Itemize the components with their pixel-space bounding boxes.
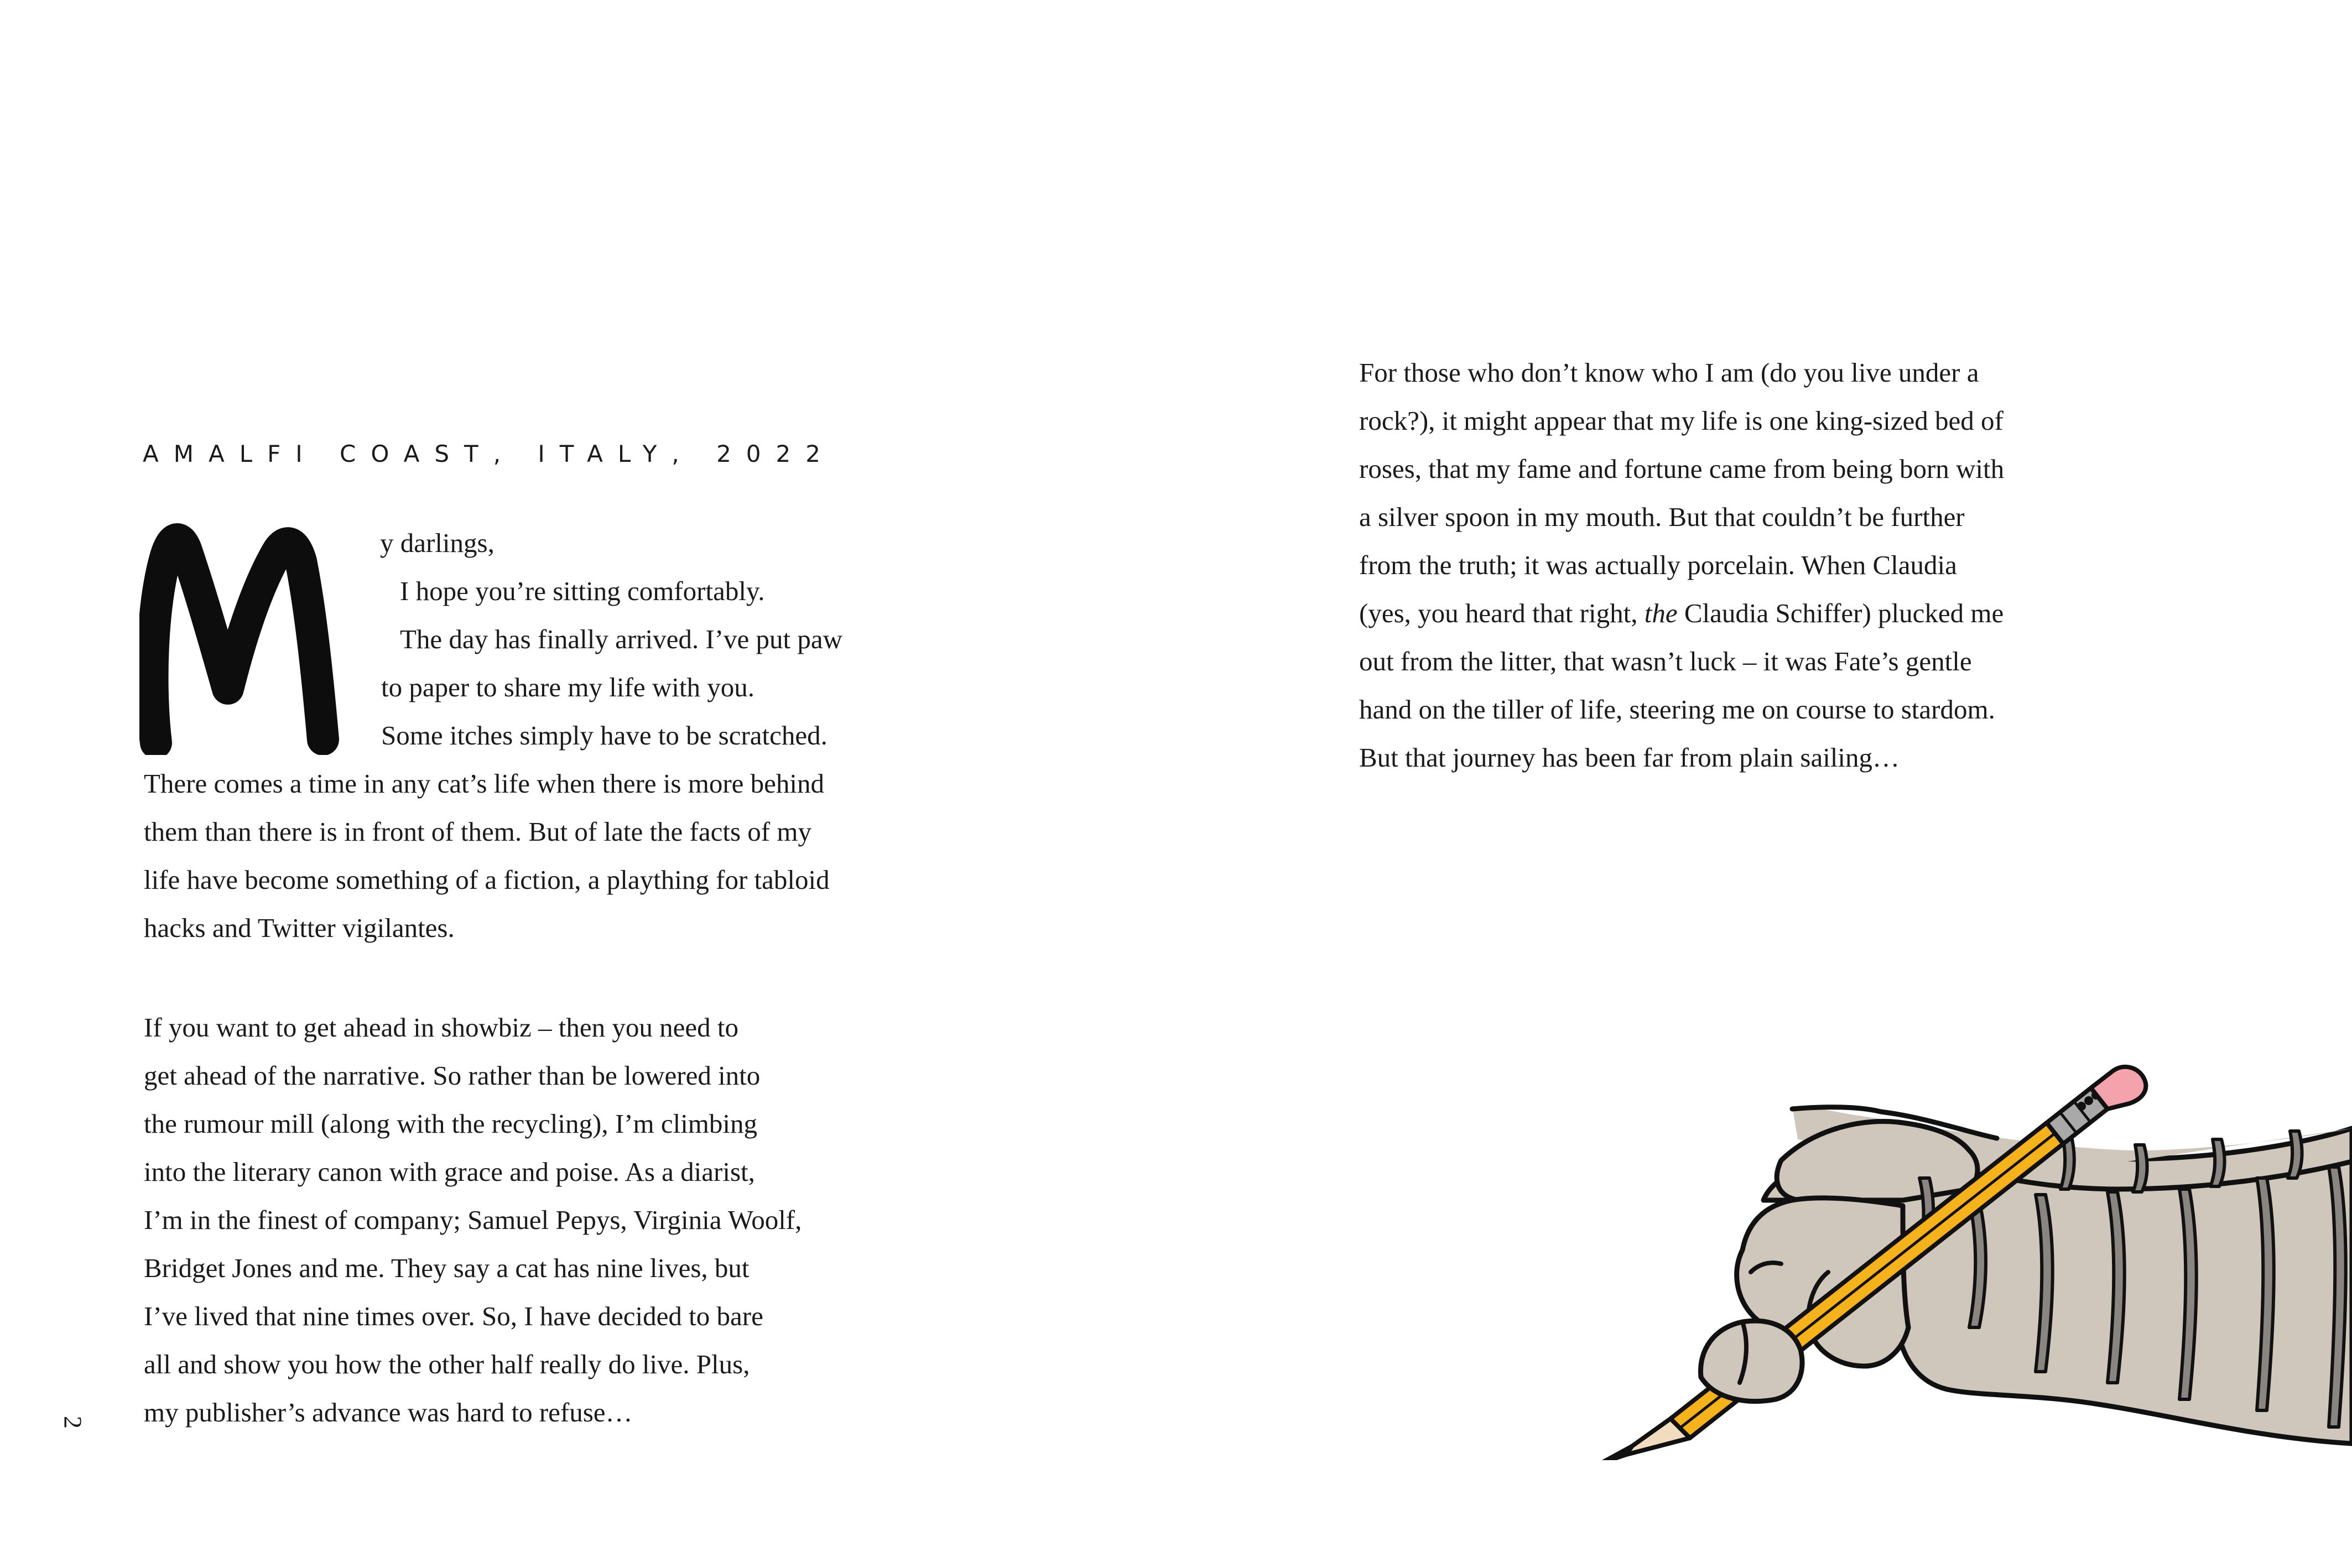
text-line: hand on the tiller of life, steering me on course to stardom. — [1359, 694, 1995, 725]
text-line: The day has finally arrived. I’ve put paw — [400, 624, 843, 654]
italic-emphasis: the — [1644, 598, 1678, 628]
text-run: (yes, you heard that right, — [1359, 598, 1645, 628]
text-line: to paper to share my life with you. — [381, 672, 754, 702]
text-line: Some itches simply have to be scratched. — [381, 720, 828, 751]
paw-with-pencil-illustration — [1482, 940, 2352, 1460]
text-line: Bridget Jones and me. They say a cat has nine lives, but — [144, 1253, 750, 1283]
text-line: For those who don’t know who I am (do you live under a — [1359, 357, 1979, 388]
text-line: I hope you’re sitting comfortably. — [400, 576, 765, 606]
text-line: I’ve lived that nine times over. So, I have decided to bare — [144, 1301, 763, 1331]
text-line: But that journey has been far from plain sailing… — [1359, 742, 1900, 773]
text-line: my publisher’s advance was hard to refuse… — [144, 1397, 633, 1428]
drop-cap-m — [139, 523, 361, 755]
text-line: y darlings, — [380, 528, 495, 558]
text-line: roses, that my fame and fortune came from being born with — [1359, 454, 2005, 484]
text-line: into the literary canon with grace and poise. As a diarist, — [144, 1157, 755, 1187]
text-line: out from the litter, that wasn’t luck – it was Fate’s gentle — [1359, 646, 1972, 676]
text-line — [1359, 589, 2004, 637]
text-line: a silver spoon in my mouth. But that couldn’t be further — [1359, 502, 1965, 532]
pencil-graphite — [1601, 1446, 1632, 1460]
text-line: life have become something of a fiction, a plaything for tabloid — [144, 864, 830, 895]
text-line: them than there is in front of them. But of late the facts of my — [144, 816, 811, 847]
text-line: There comes a time in any cat’s life when there is more behind — [144, 768, 825, 799]
dateline: AMALFI COAST, ITALY, 2022 — [143, 440, 835, 467]
text-line: If you want to get ahead in showbiz – then you need to — [144, 1012, 739, 1043]
page-number: 2 — [59, 1416, 87, 1429]
text-line: the rumour mill (along with the recycling), I’m climbing — [144, 1108, 758, 1139]
text-line: get ahead of the narrative. So rather than be lowered into — [144, 1060, 761, 1091]
text-line: I’m in the finest of company; Samuel Pepys, Virginia Woolf, — [144, 1205, 802, 1235]
text-line: hacks and Twitter vigilantes. — [144, 913, 455, 943]
text-line: rock?), it might appear that my life is one king-sized bed of — [1359, 405, 2004, 436]
text-run: Claudia Schiffer) plucked me — [1677, 598, 2004, 628]
text-line: all and show you how the other half really do live. Plus, — [144, 1349, 750, 1379]
text-line: from the truth; it was actually porcelain. When Claudia — [1359, 550, 1957, 580]
